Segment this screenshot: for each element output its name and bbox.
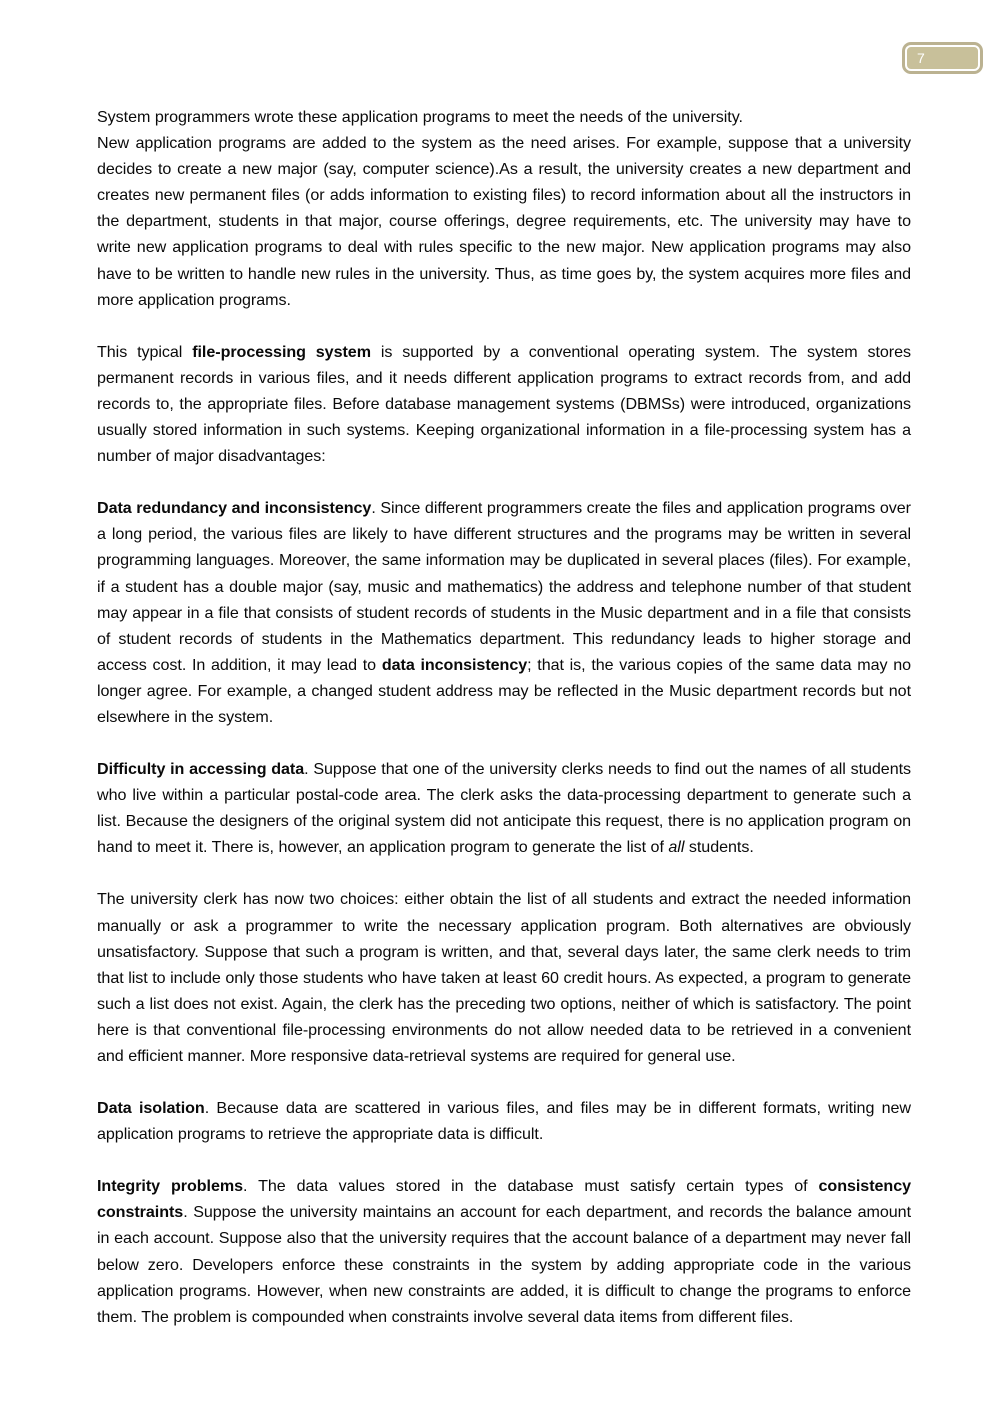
paragraph-p6 bbox=[97, 886, 911, 1069]
bold-run: file-processing system bbox=[192, 342, 371, 361]
text-run: is supported by a conventional operating system. The system stores permanent records in various files, and it needs different application programs to extract records from, and add records to, the appropriate files. Before database management systems (DBMSs) were introduced, organizations usually stored information in such systems. Keeping organizational information in a file-processing system has a number of major disadvantages: bbox=[97, 342, 912, 466]
text-run: . Suppose the university maintains an account for each department, and records the balance amount in each account. Suppose also that the university requires that the account balance of a department may never fall below zero. Developers enforce these constraints in the system by adding appropriate code in the various application programs. However, when new constraints are added, it is difficult to change the programs to enforce them. The problem is compounded when constraints involve several data items from different files. bbox=[97, 1203, 911, 1326]
text-run: . Suppose that one of the university clerks needs to find out the names of all students who live within a particular postal-code area. The clerk asks the data-processing department to generate such a list. Because the designers of the original system did not anticipate this request, there is no application program on hand to meet it. There is, however, an application program to generate the list of bbox=[97, 760, 912, 857]
paragraph-p7 bbox=[97, 1095, 911, 1147]
text-run: students. bbox=[684, 838, 754, 857]
paragraph-p3 bbox=[97, 339, 911, 469]
text-run: . Since different programmers create the files and application programs over a long period, the various files are likely to have different structures and the programs may be written in several programming languages. Moreover, the same information may be duplicated in several places (files). For example, if a student has a double major (say, music and mathematics) the address and telephone number of that student may appear in a file that consists of student records of students in the Music department and in a file that consists of student records of students in the Mathematics department. This redundancy leads to higher storage and access cost. In addition, it may lead to bbox=[97, 499, 911, 674]
paragraph-p8 bbox=[97, 1173, 911, 1330]
paragraph-p1 bbox=[97, 104, 911, 130]
document-body bbox=[97, 104, 911, 1330]
bold-run: consistency constraints bbox=[97, 1177, 911, 1222]
paragraph-p2 bbox=[97, 130, 911, 313]
text-run: ; that is, the various copies of the same data may no longer agree. For example, a changed student address may be reflected in the Music department records but not elsewhere in the system. bbox=[97, 655, 912, 726]
text-run: . The data values stored in the database must satisfy certain types of bbox=[243, 1177, 819, 1196]
bold-run: Integrity problems bbox=[97, 1177, 244, 1196]
text-run: This typical bbox=[97, 342, 193, 361]
text-run: New application programs are added to the system as the need arises. For example, suppose that a university decides to create a new major (say, computer science).As a result, the university creates a new department and creates new permanent files (or adds information to existing files) to record information about all the instructors in the department, students in that major, course offerings, degree requirements, etc. The university may have to write new application programs to deal with rules specific to the new major. New application programs may also have to be written to handle new rules in the university. Thus, as time goes by, the system acquires more files and more application programs. bbox=[97, 134, 911, 309]
text-run: System programmers wrote these application programs to meet the needs of the university. bbox=[97, 108, 743, 126]
bold-run: data inconsistency bbox=[381, 655, 528, 674]
paragraph-p4 bbox=[97, 495, 911, 730]
italic-run: all bbox=[668, 838, 685, 857]
text-run: . Because data are scattered in various files, and files may be in different formats, writing new application programs to retrieve the appropriate data is difficult. bbox=[97, 1099, 912, 1144]
paragraph-p5 bbox=[97, 756, 911, 860]
page-number-badge bbox=[905, 45, 980, 71]
text-run: The university clerk has now two choices: either obtain the list of all students and extract the needed information manually or ask a programmer to write the necessary application program. Both alternatives are obviously unsatisfactory. Suppose that such a program is written, and that, several days later, the same clerk needs to trim that list to include only those students who have taken at least 60 credit hours. As expected, a program to generate such a list does not exist. Again, the clerk has the preceding two options, neither of which is satisfactory. The point here is that conventional file-processing environments do not allow needed data to be retrieved in a convenient and efficient manner. More responsive data-retrieval systems are required for general use. bbox=[97, 890, 911, 1065]
bold-run: Data isolation bbox=[97, 1099, 205, 1118]
bold-run: Data redundancy and inconsistency bbox=[97, 499, 372, 518]
bold-run: Difficulty in accessing data bbox=[97, 760, 305, 779]
page-number-label: 7 bbox=[917, 50, 925, 66]
